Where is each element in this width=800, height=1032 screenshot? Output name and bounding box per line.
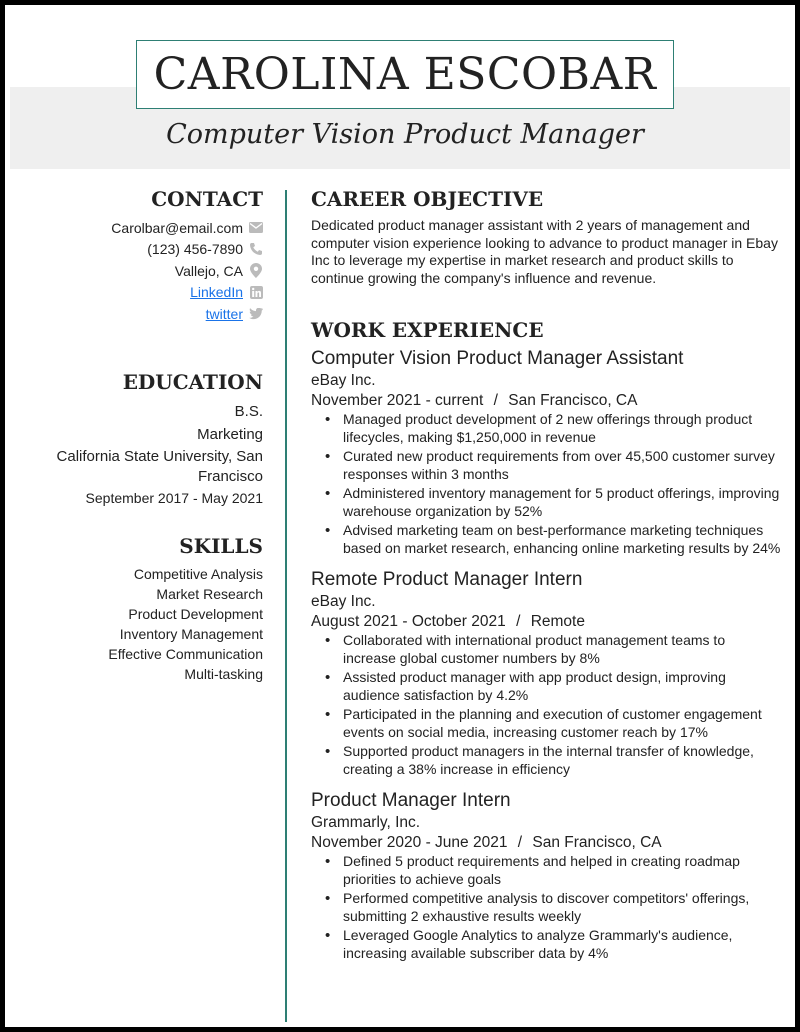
contact-section: [25, 187, 263, 325]
job-bullets: [311, 411, 781, 557]
career-objective-section: [311, 187, 781, 287]
job-dates-location: [311, 613, 781, 631]
bullet-item: • Advised marketing team on best-performance marketing techniques based on market research, enhancing online marketing results by 24%: [311, 522, 781, 557]
separator: /: [516, 613, 521, 630]
education-dates: September 2017 - May 2021: [85, 490, 263, 506]
job-entry: [311, 790, 781, 962]
job-title: Remote Product Manager Intern: [311, 569, 583, 590]
twitter-row: [25, 303, 263, 325]
separator: /: [493, 392, 498, 409]
bullet-item: • Managed product development of 2 new offerings through product lifecycles, making $1,250,000 in revenue: [311, 411, 781, 446]
job-location: San Francisco, CA: [508, 392, 638, 409]
job-bullets: [311, 632, 781, 778]
skill-item: Multi-tasking: [184, 666, 263, 682]
separator: /: [517, 834, 523, 851]
job-title-heading: Computer Vision Product Manager: [166, 119, 644, 150]
job-dates-location: [311, 392, 781, 410]
name-box: [136, 40, 674, 109]
candidate-name: CAROLINA ESCOBAR: [153, 49, 657, 100]
job-location: Remote: [530, 613, 585, 630]
location-row: [25, 260, 263, 282]
degree: B.S.: [234, 403, 263, 420]
bullet-item: • Participated in the planning and execution of customer engagement events on social media, increasing customer reach by 17%: [311, 706, 781, 741]
skill-item: Product Development: [128, 606, 263, 622]
linkedin-link[interactable]: LinkedIn: [190, 284, 243, 301]
bullet-item: • Assisted product manager with app product design, improving audience satisfaction by 4.2%: [311, 669, 781, 704]
job-entry: [311, 348, 781, 557]
company-name: eBay Inc.: [311, 593, 376, 610]
bullet-item: • Administered inventory management for 5 product offerings, improving warehouse organization by 52%: [311, 485, 781, 520]
company-name: Grammarly, Inc.: [311, 814, 421, 831]
bullet-item: • Collaborated with international product management teams to increase global customer numbers by 8%: [311, 632, 781, 667]
twitter-link[interactable]: twitter: [205, 305, 243, 322]
skill-item: Effective Communication: [108, 646, 263, 662]
bullet-item: • Performed competitive analysis to discover competitors' offerings, submitting 2 exhaustive results weekly: [311, 890, 781, 925]
skill-item: Market Research: [156, 586, 263, 602]
career-objective-heading: CAREER OBJECTIVE: [311, 187, 544, 211]
job-dates: November 2021 - current: [311, 392, 484, 409]
location-text: Vallejo, CA: [174, 262, 243, 279]
job-bullets: [311, 853, 781, 962]
contact-heading: CONTACT: [151, 187, 263, 211]
map-pin-icon: [249, 264, 263, 278]
bullet-item: • Leveraged Google Analytics to analyze Grammarly's audience, increasing available subscriber data by 4%: [311, 927, 781, 962]
phone-icon: [249, 242, 263, 256]
education-section: [25, 370, 263, 508]
job-dates: August 2021 - October 2021: [311, 613, 506, 630]
job-dates-location: [311, 834, 781, 852]
job-dates: November 2020 - June 2021: [311, 834, 508, 851]
company-name: eBay Inc.: [311, 372, 376, 389]
bullet-item: • Curated new product requirements from over 45,500 customer survey responses within 3 months: [311, 448, 781, 483]
email-row: [25, 217, 263, 239]
work-experience-section: [311, 318, 781, 964]
major: Marketing: [197, 425, 263, 443]
skills-heading: SKILLS: [179, 534, 263, 558]
twitter-icon: [249, 307, 263, 321]
skill-item: Inventory Management: [119, 626, 263, 642]
job-title: Product Manager Intern: [311, 790, 511, 811]
skills-section: [25, 534, 263, 684]
education-heading: EDUCATION: [122, 370, 263, 394]
school: California State University, San Francisco: [56, 448, 263, 485]
bullet-item: • Supported product managers in the internal transfer of knowledge, creating a 38% increase in efficiency: [311, 743, 781, 778]
career-objective-text: Dedicated product manager assistant with 2 years of management and computer vision experience looking to advance to product manager in Ebay Inc to leverage my expertise in market research and product skills to continue growing the company's influence and revenue.: [311, 217, 778, 286]
linkedin-row: [25, 282, 263, 304]
work-experience-heading: WORK EXPERIENCE: [311, 318, 544, 342]
email-text: Carolbar@email.com: [111, 219, 243, 236]
phone-row: [25, 239, 263, 261]
job-title: Computer Vision Product Manager Assistant: [311, 348, 684, 369]
skill-item: Competitive Analysis: [133, 566, 263, 582]
bullet-item: • Defined 5 product requirements and helped in creating roadmap priorities to achieve goals: [311, 853, 781, 888]
job-entry: [311, 569, 781, 778]
envelope-icon: [249, 221, 263, 235]
job-location: San Francisco, CA: [532, 834, 662, 851]
phone-text: (123) 456-7890: [147, 241, 243, 258]
column-divider: [285, 190, 287, 1022]
linkedin-icon: [249, 285, 263, 299]
